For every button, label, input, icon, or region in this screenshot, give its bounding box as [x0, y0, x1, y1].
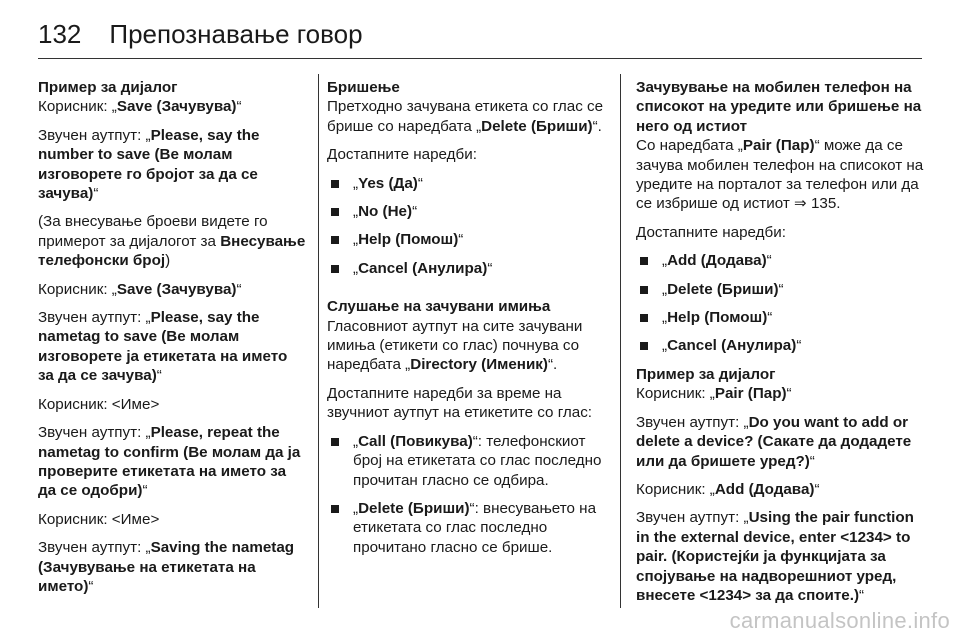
list-item: „Help (Помош)“	[636, 308, 924, 327]
column-2	[327, 78, 605, 566]
dialog-line-output-repeat: Звучен аутпут: „Please, repeat the nametag to confirm (Ве молам да ја проверите етикетата на името за да се одобри)“	[38, 424, 301, 500]
dialog-line-output-add-delete: Звучен аутпут: „Do you want to add or delete a device? (Сакате да додадете или да бришете уред?)“	[636, 413, 912, 470]
list-item: „Add (Додава)“	[636, 251, 924, 270]
dialog-line-user-save-2: Корисник: „Save (Зачувува)“	[38, 280, 242, 298]
directory-commands-list	[327, 432, 605, 557]
column-3	[636, 78, 924, 614]
column-divider-2	[620, 74, 621, 608]
dialog-line-user-name: Корисник: <Име>	[38, 395, 160, 413]
list-item: „Yes (Да)“	[327, 174, 605, 193]
section-heading-delete: Бришење	[327, 79, 400, 96]
dialog-line-user-add: Корисник: „Add (Додава)“	[636, 480, 820, 498]
dialog-line-user-save: Корисник: „Save (Зачувува)“	[38, 98, 242, 116]
page-title: Препознавање говор	[109, 18, 363, 49]
column-divider-1	[318, 74, 319, 608]
note-number-entry: (За внесување броеви видете го примерот за дијалогот за Внесување телефонски број)	[38, 213, 306, 270]
directory-description: Гласовниот аутпут на сите зачувани имиња (етикети со глас) почнува со наредбата „Directory (Именик)“.	[327, 317, 583, 374]
pair-commands-list	[636, 251, 924, 356]
dialog-line-user-pair: Корисник: „Pair (Пар)“	[636, 385, 792, 403]
page-header	[38, 14, 363, 54]
available-commands-label: Достапните наредби:	[636, 223, 786, 241]
dialog-line-output-pair-code: Звучен аутпут: „Using the pair function in the external device, enter <1234> to pair. (Користејќи ја функцијата за спојување на надворешниот уред, внесете <1234> за да споите.)“	[636, 509, 914, 604]
dialog-line-output-saving: Звучен аутпут: „Saving the nametag (Зачувување на етикетата на името)“	[38, 539, 295, 595]
available-commands-during-output: Достапните наредби за време на звучниот аутпут на етикетите со глас:	[327, 384, 593, 422]
section-heading-pair-phone: Зачувување на мобилен телефон на списокот на уредите или бришење на него од истиот	[636, 79, 922, 135]
column-1	[38, 78, 306, 605]
arrow-reference-icon: ⇒	[794, 195, 807, 213]
delete-description: Претходно зачувана етикета со глас се брише со наредбата „Delete (Бриши)“.	[327, 98, 604, 135]
list-item: „No (Не)“	[327, 202, 605, 221]
section-heading-dialog-example-2: Пример за дијалог	[636, 365, 776, 383]
list-item: „Cancel (Анулира)“	[327, 259, 605, 278]
watermark: carmanualsonline.info	[729, 608, 950, 633]
list-item: „Delete (Бриши)“: внесувањето на етикетата со глас последно прочитано гласно се брише.	[327, 499, 605, 557]
available-commands-label: Достапните наредби:	[327, 146, 477, 164]
list-item: „Cancel (Анулира)“	[636, 336, 924, 355]
header-rule	[38, 58, 922, 59]
list-item: „Help (Помош)“	[327, 230, 605, 249]
dialog-line-user-name-2: Корисник: <Име>	[38, 510, 160, 528]
pair-description: Со наредбата „Pair (Пар)“ може да се зачува мобилен телефон на списокот на уредите на порталот за телефон или да се избрише од истиот ⇒ 135.	[636, 137, 924, 213]
dialog-line-output-number: Звучен аутпут: „Please, say the number to save (Ве молам изговорете го бројот за да се зачува)“	[38, 126, 260, 203]
list-item: „Delete (Бриши)“	[636, 280, 924, 299]
page-number: 132	[38, 18, 82, 49]
section-heading-dialog-example: Пример за дијалог	[38, 79, 178, 96]
section-heading-listen-names: Слушање на зачувани имиња	[327, 298, 551, 316]
list-item: „Call (Повикува)“: телефонскиот број на етикетата со глас последно прочитан гласно се одбира.	[327, 432, 605, 490]
page-reference: 135.	[806, 195, 841, 213]
dialog-line-output-nametag: Звучен аутпут: „Please, say the nametag to save (Ве молам изговорете ја етикетата на името за да се зачува)“	[38, 309, 288, 385]
delete-commands-list	[327, 174, 605, 279]
